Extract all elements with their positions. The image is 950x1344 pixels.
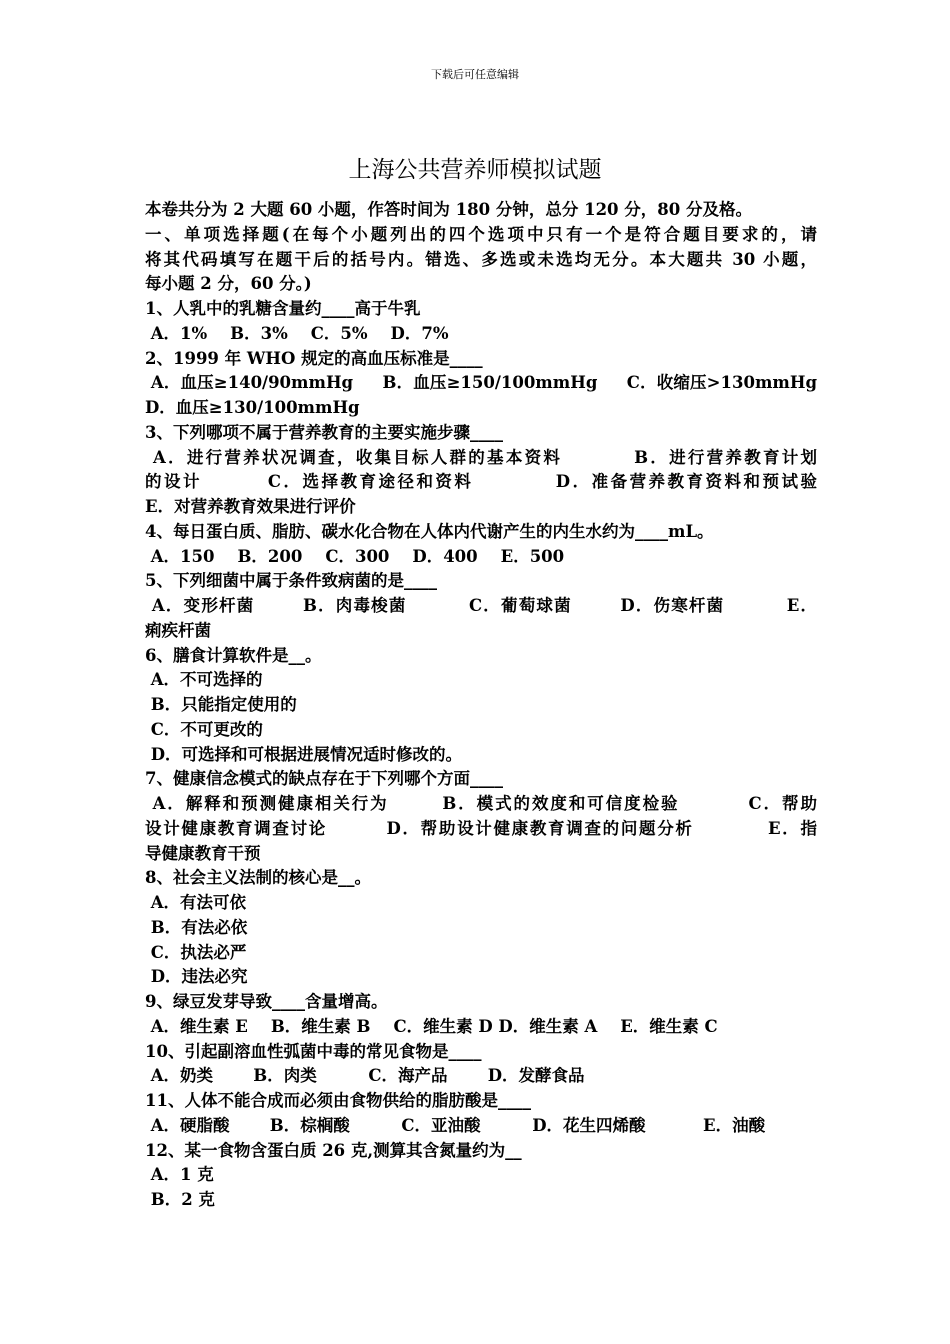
text-line: 3、下列哪项不属于营养教育的主要实施步骤____ xyxy=(145,422,503,442)
text-line: A．进行营养状况调查，收集目标人群的基本资料 B．进行营养教育计划 xyxy=(145,447,817,467)
text-line: 5、下列细菌中属于条件致病菌的是____ xyxy=(145,571,437,591)
text-line: 1、人乳中的乳糖含量约____高于牛乳 xyxy=(145,299,421,318)
text-line: D．血压≥130/100mmHg xyxy=(145,398,360,417)
text-line: A．奶类 B．肉类 C．海产品 D．发酵食品 xyxy=(145,1066,585,1086)
text-line: 将其代码填写在题干后的括号内。错选、多选或未选均无分。本大题共 30 小题， xyxy=(145,249,817,269)
text-line: 每小题 2 分，60 分。) xyxy=(145,274,312,294)
text-line: 设计健康教育调查讨论 D．帮助设计健康教育调查的问题分析 E．指 xyxy=(145,818,817,838)
text-line: 的设计 C．选择教育途径和资料 D．准备营养教育资料和预试验 xyxy=(145,472,817,492)
text-line: 6、膳食计算软件是__。 xyxy=(145,645,322,665)
text-line: A．解释和预测健康相关行为 B．模式的效度和可信度检验 C．帮助 xyxy=(145,794,817,813)
text-line: 2、1999 年 WHO 规定的高血压标准是____ xyxy=(145,348,483,368)
text-line: A．1 克 xyxy=(145,1165,214,1185)
text-line: E．对营养教育效果进行评价 xyxy=(145,497,356,516)
text-line: A．血压≥140/90mmHg B．血压≥150/100mmHg C．收缩压>130mmHg xyxy=(145,373,817,393)
text-line: 导健康教育干预 xyxy=(145,843,261,863)
text-line: 4、每日蛋白质、脂肪、碳水化合物在人体内代谢产生的内生水约为____mL。 xyxy=(145,521,714,541)
text-line: B．有法必依 xyxy=(145,917,248,937)
text-line: D．可选择和可根据进展情况适时修改的。 xyxy=(145,744,463,764)
text-line: A．变形杆菌 B．肉毒梭菌 C．葡萄球菌 D．伤寒杆菌 E． xyxy=(145,596,817,615)
text-line: 痢疾杆菌 xyxy=(145,620,211,640)
text-line: A．150 B．200 C．300 D．400 E．500 xyxy=(145,546,565,566)
text-line: B．2 克 xyxy=(145,1190,215,1209)
text-line: A．维生素 E B．维生素 B C．维生素 D D．维生素 A E．维生素 C xyxy=(145,1016,718,1036)
text-line: 一、单项选择题(在每个小题列出的四个选项中只有一个是符合题目要求的，请 xyxy=(145,224,817,244)
text-line: A．1% B．3% C．5% D．7% xyxy=(145,323,449,343)
text-line: B．只能指定使用的 xyxy=(145,695,297,714)
text-line: D．违法必究 xyxy=(145,967,248,987)
text-line: 8、社会主义法制的核心是__。 xyxy=(145,868,371,888)
page-title: 上海公共营养师模拟试题 xyxy=(348,157,602,183)
text-line: 10、引起副溶血性弧菌中毒的常见食物是____ xyxy=(145,1041,482,1061)
text-line: 11、人体不能合成而必须由食物供给的脂肪酸是____ xyxy=(145,1091,531,1110)
text-line: C．不可更改的 xyxy=(145,719,263,739)
text-line: A．硬脂酸 B．棕榈酸 C．亚油酸 D．花生四烯酸 E．油酸 xyxy=(145,1115,766,1135)
text-line: 本卷共分为 2 大题 60 小题，作答时间为 180 分钟，总分 120 分，80 分及格。 xyxy=(145,200,752,219)
text-line: 12、某一食物含蛋白质 26 克,测算其含氮量约为__ xyxy=(145,1140,522,1160)
download-note: 下载后可任意编辑 xyxy=(431,68,519,81)
text-line: 9、绿豆发芽导致____含量增高。 xyxy=(145,992,388,1011)
text-line: 7、健康信念模式的缺点存在于下列哪个方面____ xyxy=(145,769,503,789)
text-line: A．不可选择的 xyxy=(145,670,263,690)
document-body xyxy=(145,198,817,1213)
text-line: C．执法必严 xyxy=(145,942,247,962)
text-line: A．有法可依 xyxy=(145,893,247,912)
